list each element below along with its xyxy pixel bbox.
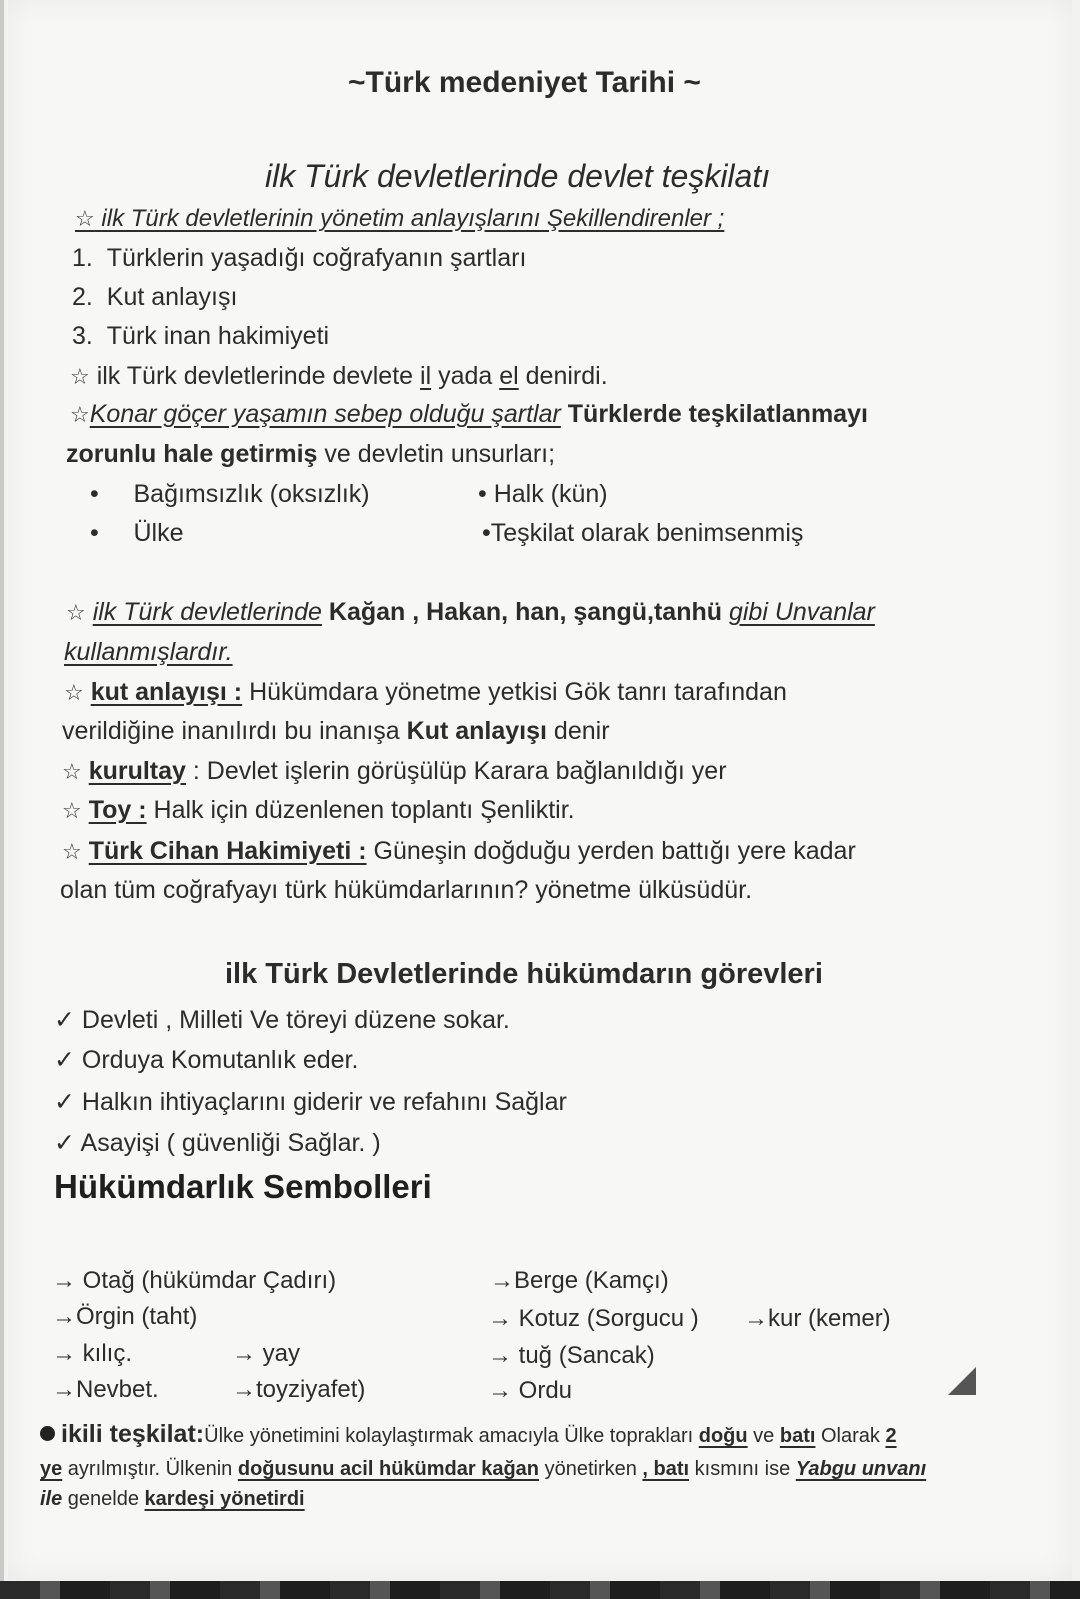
symbol-item: → tuğ (Sancak) [488,1342,655,1369]
star-icon: ☆ [62,798,82,823]
toy-line: ☆ Toy : Halk için düzenlenen toplantı Şenliktir. [62,796,575,824]
symbol-item: →toyziyafet) [232,1376,366,1403]
unsur-item: • Ülke [90,519,184,547]
star-icon: ☆ [64,680,84,705]
symbol-item: → kılıç. [52,1340,133,1367]
table-edge [0,1581,1080,1599]
symbol-item: → yay [232,1340,301,1367]
symbol-item: →kur (kemer) [744,1305,891,1332]
duty-item: ✓ Asayişi ( güvenliği Sağlar. ) [54,1129,381,1157]
list-item: 2. Kut anlayışı [72,283,238,311]
section-title-hukumdar-gorevleri: ilk Türk Devletlerinde hükümdarın görevleri [225,958,823,990]
symbol-item: → Otağ (hükümdar Çadırı) [52,1267,337,1294]
intro-line: ☆ ilk Türk devletlerinin yönetim anlayışlarını Şekillendirenler ; [75,205,725,232]
symbol-item: →Berge (Kamçı) [490,1267,669,1294]
star-icon: ☆ [66,600,86,625]
ikili-line-2: ye ayrılmıştır. Ülkenin doğusunu acil hükümdar kağan yönetirken , batı kısmını ise Yabgu unvanı [40,1458,927,1480]
kut-line-2: verildiğine inanılırdı bu inanışa Kut anlayışı denir [62,717,610,745]
kurultay-line: ☆ kurultay : Devlet işlerin görüşülüp Karara bağlanıldığı yer [62,757,727,785]
bullet-icon [40,1426,55,1441]
symbol-item: →Nevbet. [52,1376,159,1403]
konar-line-2: zorunlu hale getirmiş ve devletin unsurları; [66,440,556,468]
corner-triangle-icon [948,1367,976,1395]
star-icon: ☆ [62,759,82,784]
symbol-item: → Kotuz (Sorgucu ) [488,1305,699,1332]
kut-line: ☆ kut anlayışı : Hükümdara yönetme yetkisi Gök tanrı tarafından [64,678,787,706]
cihan-line: ☆ Türk Cihan Hakimiyeti : Güneşin doğduğu yerden battığı yere kadar [62,837,856,865]
star-icon: ☆ [70,364,90,389]
symbol-item: →Örgin (taht) [52,1303,198,1330]
unsur-item: •Teşkilat olarak benimsenmiş [482,519,804,547]
ikili-line-1: ikili teşkilat:Ülke yönetimini kolaylaştırmak amacıyla Ülke toprakları doğu ve batı Olarak 2 [40,1420,897,1449]
star-icon: ☆ [62,839,82,864]
unvan-line-2: kullanmışlardır. [64,638,233,666]
unsur-item: • Halk (kün) [478,480,608,508]
duty-item: ✓ Halkın ihtiyaçlarını giderir ve refahını Sağlar [54,1088,567,1116]
cihan-line-2: olan tüm coğrafyayı türk hükümdarlarının? yönetme ülküsüdür. [60,876,753,904]
symbol-item: → Ordu [488,1377,573,1404]
star-icon: ☆ [75,206,95,231]
unvan-line: ☆ ilk Türk devletlerinde Kağan , Hakan, han, şangü,tanhü gibi Unvanlar [66,598,875,626]
ikili-line-3: ile genelde kardeşi yönetirdi [40,1488,305,1510]
page-edge [0,0,4,1599]
duty-item: ✓ Devleti , Milleti Ve töreyi düzene sokar. [54,1006,510,1034]
list-item: 3. Türk inan hakimiyeti [72,322,330,350]
unsur-item: • Bağımsızlık (oksızlık) [90,480,370,508]
duty-item: ✓ Orduya Komutanlık eder. [54,1046,359,1074]
star-icon: ☆ [70,402,90,427]
il-el-line: ☆ ilk Türk devletlerinde devlete il yada el denirdi. [70,362,608,390]
list-item: 1. Türklerin yaşadığı coğrafyanın şartları [72,244,527,272]
konar-line: ☆Konar göçer yaşamın sebep olduğu şartlar Türklerde teşkilatlanmayı [70,400,868,428]
page-title: ~Türk medeniyet Tarihi ~ [348,66,701,99]
section-title-semboller: Hükümdarlık Sembolleri [54,1168,432,1205]
section-title-devlet-teskilati: ilk Türk devletlerinde devlet teşkilatı [265,158,771,194]
